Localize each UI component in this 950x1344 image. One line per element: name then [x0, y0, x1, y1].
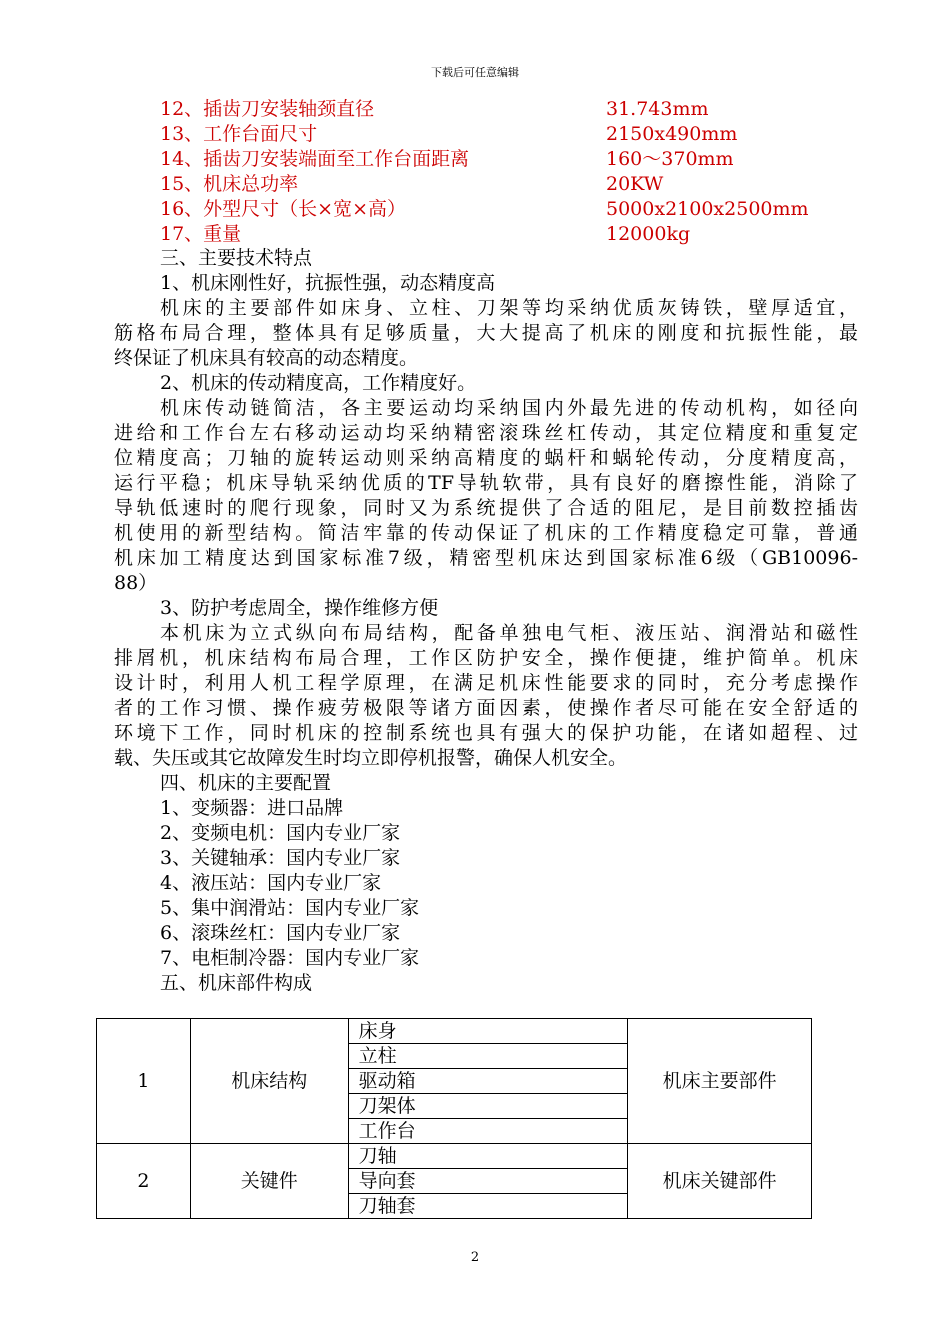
paragraph-line: 机床加工精度达到国家标准7级，精密型机床达到国家标准6级（GB10096-	[114, 547, 858, 569]
paragraph-line: 设计时，利用人机工程学原理，在满足机床性能要求的同时，充分考虑操作	[114, 672, 858, 694]
spec-value: 160～370mm	[606, 148, 734, 170]
list-item: 3、关键轴承：国内专业厂家	[160, 847, 401, 869]
list-item: 4、液压站：国内专业厂家	[160, 872, 382, 894]
part-item: 刀架体	[348, 1094, 628, 1119]
part-item: 驱动箱	[348, 1069, 628, 1094]
subheading: 2、机床的传动精度高，工作精度好。	[160, 372, 477, 394]
row-number: 1	[97, 1019, 191, 1144]
spec-label: 12、插齿刀安装轴颈直径	[160, 98, 375, 120]
spec-value: 31.743mm	[606, 98, 709, 120]
paragraph-line: 载、失压或其它故障发生时均立即停机报警，确保人机安全。	[114, 747, 628, 769]
paragraph-line: 者的工作习惯、操作疲劳极限等诸方面因素，使操作者尽可能在安全舒适的	[114, 697, 858, 719]
paragraph-line: 进给和工作台左右移动运动均采纳精密滚珠丝杠传动，其定位精度和重复定	[114, 422, 858, 444]
paragraph-line: 环境下工作，同时机床的控制系统也具有强大的保护功能，在诸如超程、过	[114, 722, 858, 744]
part-item: 刀轴套	[348, 1194, 628, 1219]
spec-label: 15、机床总功率	[160, 173, 299, 195]
subheading: 3、防护考虑周全，操作维修方便	[160, 597, 439, 619]
spec-value: 12000kg	[606, 223, 691, 245]
section-heading: 四、机床的主要配置	[160, 772, 332, 794]
section-heading: 五、机床部件构成	[160, 972, 313, 994]
paragraph-line: 机床传动链简洁，各主要运动均采纳国内外最先进的传动机构，如径向	[160, 397, 858, 419]
group-name: 机床结构	[190, 1019, 348, 1144]
paragraph-line: 机床的主要部件如床身、立柱、刀架等均采纳优质灰铸铁，壁厚适宜，	[160, 297, 858, 319]
subheading: 1、机床刚性好，抗振性强，动态精度高	[160, 272, 496, 294]
paragraph-line: 排屑机，机床结构布局合理，工作区防护安全，操作便捷，维护简单。机床	[114, 647, 858, 669]
page-header: 下载后可任意编辑	[431, 66, 519, 79]
paragraph-line: 88）	[114, 572, 158, 594]
section-heading: 三、主要技术特点	[160, 247, 313, 269]
spec-value: 20KW	[606, 173, 664, 195]
paragraph-line: 筋格布局合理，整体具有足够质量，大大提高了机床的刚度和抗振性能，最	[114, 322, 858, 344]
list-item: 5、集中润滑站：国内专业厂家	[160, 897, 420, 919]
part-item: 床身	[348, 1019, 628, 1044]
spec-label: 14、插齿刀安装端面至工作台面距离	[160, 148, 470, 170]
paragraph-line: 机使用的新型结构。简洁牢靠的传动保证了机床的工作精度稳定可靠，普通	[114, 522, 858, 544]
spec-value: 2150x490mm	[606, 123, 738, 145]
spec-label: 17、重量	[160, 223, 242, 245]
list-item: 7、电柜制冷器：国内专业厂家	[160, 947, 420, 969]
spec-label: 16、外型尺寸（长×宽×高）	[160, 198, 407, 220]
list-item: 1、变频器：进口品牌	[160, 797, 344, 819]
part-category: 机床主要部件	[628, 1019, 812, 1144]
list-item: 2、变频电机：国内专业厂家	[160, 822, 401, 844]
part-item: 工作台	[348, 1119, 628, 1144]
spec-value: 5000x2100x2500mm	[606, 198, 809, 220]
spec-label: 13、工作台面尺寸	[160, 123, 318, 145]
paragraph-line: 运行平稳；机床导轨采纳优质的TF导轨软带，具有良好的磨擦性能，消除了	[114, 472, 858, 494]
paragraph-line: 位精度高；刀轴的旋转运动则采纳高精度的蜗杆和蜗轮传动，分度精度高，	[114, 447, 858, 469]
table-row	[97, 1144, 812, 1169]
part-category: 机床关键部件	[628, 1144, 812, 1219]
row-number: 2	[97, 1144, 191, 1219]
paragraph-line: 导轨低速时的爬行现象，同时又为系统提供了合适的阻尼，是目前数控插齿	[114, 497, 858, 519]
group-name: 关键件	[190, 1144, 348, 1219]
parts-table	[96, 1018, 812, 1219]
part-item: 立柱	[348, 1044, 628, 1069]
paragraph-line: 终保证了机床具有较高的动态精度。	[114, 347, 419, 369]
list-item: 6、滚珠丝杠：国内专业厂家	[160, 922, 401, 944]
paragraph-line: 本机床为立式纵向布局结构，配备单独电气柜、液压站、润滑站和磁性	[160, 622, 858, 644]
page-number: 2	[470, 1250, 480, 1265]
part-item: 导向套	[348, 1169, 628, 1194]
table-row	[97, 1019, 812, 1044]
part-item: 刀轴	[348, 1144, 628, 1169]
